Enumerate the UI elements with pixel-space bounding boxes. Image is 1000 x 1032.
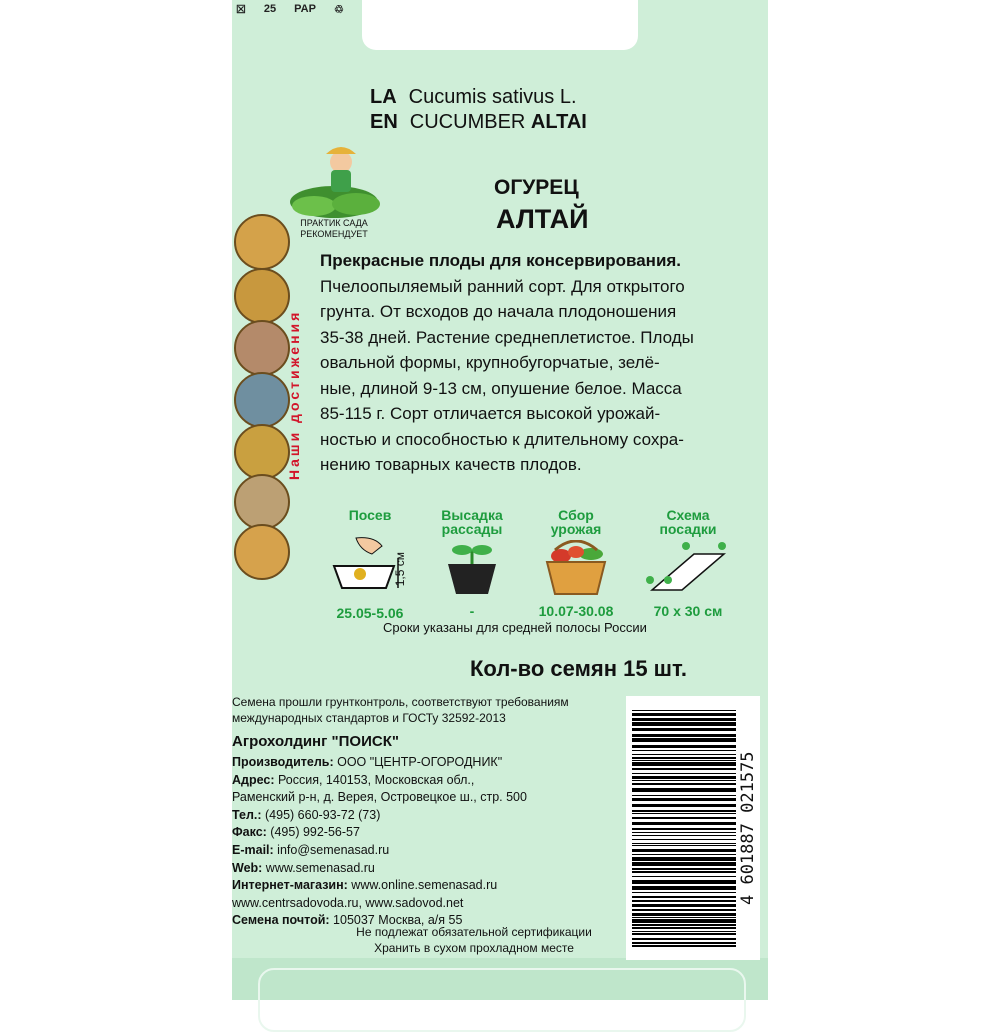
description-line: ностью и способностью к длительному сохра- <box>320 429 684 449</box>
contact-key: Производитель: <box>232 755 334 769</box>
contact-value: Россия, 140153, Московская обл., <box>274 772 475 787</box>
contact-key: Адрес: <box>232 772 275 787</box>
contact-key: Тел.: <box>232 807 262 822</box>
stage-harvest <box>526 508 626 619</box>
variety-name: АЛТАЙ <box>496 204 589 234</box>
seedling-icon <box>440 540 504 598</box>
achievements-label: Наши достижения <box>286 309 302 481</box>
stage-label: рассады <box>441 521 503 537</box>
la-name: Cucumis sativus L. <box>408 86 577 108</box>
medal-icon <box>234 372 290 428</box>
mascot-caption <box>292 218 376 240</box>
contact-line <box>232 754 527 772</box>
contact-line <box>232 877 527 895</box>
contact-line <box>232 824 527 842</box>
medal-icon <box>234 320 290 376</box>
description-line: Пчелоопыляемый ранний сорт. Для открытого <box>320 276 685 296</box>
en-code: EN <box>370 111 398 133</box>
footer-line: Хранить в сухом прохладном месте <box>374 941 574 955</box>
medal-icon <box>234 424 290 480</box>
la-code: LA <box>370 86 397 108</box>
holding-name: Агрохолдинг "ПОИСК" <box>232 733 399 750</box>
stage-transplant <box>430 508 514 619</box>
stage-label: посадки <box>659 521 717 537</box>
mascot-caption-line: ПРАКТИК САДА <box>300 218 368 228</box>
stage-label: Высадка <box>441 507 503 523</box>
planting-scheme-icon <box>642 540 734 598</box>
medals-column <box>232 212 294 580</box>
packet-bottom-fold <box>258 968 746 1032</box>
certification-text <box>232 694 569 726</box>
latin-name-row <box>370 86 577 109</box>
stage-label: Сбор <box>558 507 594 523</box>
contact-value: (495) 660-93-72 (73) <box>261 807 381 822</box>
stage-date: 70 х 30 см <box>653 603 723 619</box>
certification-line: Семена прошли грунтконтроль, соответствуют требованиям <box>232 695 569 709</box>
contact-key: E-mail: <box>232 842 274 857</box>
certification-line: международных стандартов и ГОСТу 32592-2013 <box>232 711 506 725</box>
barcode-number: 4 601887 021575 <box>738 751 758 905</box>
medal-icon <box>234 524 290 580</box>
stage-date: 25.05-5.06 <box>336 605 404 621</box>
recycle-25-icon: 25 <box>263 3 277 15</box>
contact-key: Web: <box>232 860 263 875</box>
care-icons <box>236 0 344 18</box>
contact-value: ООО "ЦЕНТР-ОГОРОДНИК" <box>333 755 503 769</box>
description-line: овальной формы, крупнобугорчатые, зелё- <box>320 353 660 372</box>
contact-value: (495) 992-56-57 <box>266 825 360 840</box>
description-line: 85-115 г. Сорт отличается высокой урожай- <box>320 404 661 423</box>
medal-icon <box>234 474 290 530</box>
contact-line <box>232 772 527 790</box>
barcode <box>626 696 760 960</box>
contact-value: info@semenasad.ru <box>273 842 390 857</box>
contact-line <box>232 842 527 860</box>
stage-label: Посев <box>348 507 392 523</box>
stage-date: 10.07-30.08 <box>538 603 614 619</box>
description-line: ные, длиной 9-13 см, опушение белое. Масса <box>320 378 682 398</box>
contact-line <box>232 789 527 807</box>
contact-line <box>232 807 527 825</box>
stage-label: Схема <box>666 507 710 523</box>
bin-icon: ♲ <box>333 3 344 16</box>
en-name-bold: ALTAI <box>530 111 587 133</box>
english-name-row <box>370 111 587 134</box>
description-line: нению товарных качеств плодов. <box>320 455 582 474</box>
stage-scheme <box>642 508 734 619</box>
seed-count: Кол-во семян 15 шт. <box>470 656 687 681</box>
contact-key: Интернет-магазин: <box>232 878 348 893</box>
contact-line <box>232 860 527 878</box>
stages-note: Сроки указаны для средней полосы России <box>383 620 647 635</box>
contact-key: Семена почтой: <box>232 913 330 928</box>
stage-date: - <box>469 603 475 619</box>
en-name: CUCUMBER <box>409 111 531 133</box>
contact-value: Раменский р-н, д. Верея, Островецкое ш., стр. 500 <box>232 790 527 805</box>
footer-line: Не подлежат обязательной сертификации <box>356 925 592 939</box>
contact-value: www.online.semenasad.ru <box>347 878 498 893</box>
contact-value: www.semenasad.ru <box>262 860 375 875</box>
sowing-depth: 1,5 см <box>393 552 407 587</box>
contact-line <box>232 895 527 913</box>
description-headline: Прекрасные плоды для консервирования. <box>320 251 682 270</box>
variety-description <box>320 248 760 478</box>
contact-value: www.centrsadovoda.ru, www.sadovod.net <box>232 895 464 910</box>
mascot-caption-line: РЕКОМЕНДУЕТ <box>300 229 368 239</box>
description-line: грунта. От всходов до начала плодоношения <box>320 302 677 321</box>
no-wash-icon: ☒ <box>236 3 246 16</box>
medal-icon <box>234 268 290 324</box>
company-contacts <box>232 754 527 930</box>
medal-icon <box>234 214 290 270</box>
crop-kind: ОГУРЕЦ <box>494 176 579 199</box>
description-line: 35-38 дней. Растение среднеплетистое. Плоды <box>320 327 694 347</box>
harvest-basket-icon <box>541 540 611 598</box>
hang-tab-cutout <box>362 0 638 50</box>
contact-value: 105037 Москва, а/я 55 <box>329 913 463 928</box>
stage-label: урожая <box>550 521 602 537</box>
pap-label: PAP <box>294 3 316 15</box>
contact-key: Факс: <box>232 825 267 840</box>
